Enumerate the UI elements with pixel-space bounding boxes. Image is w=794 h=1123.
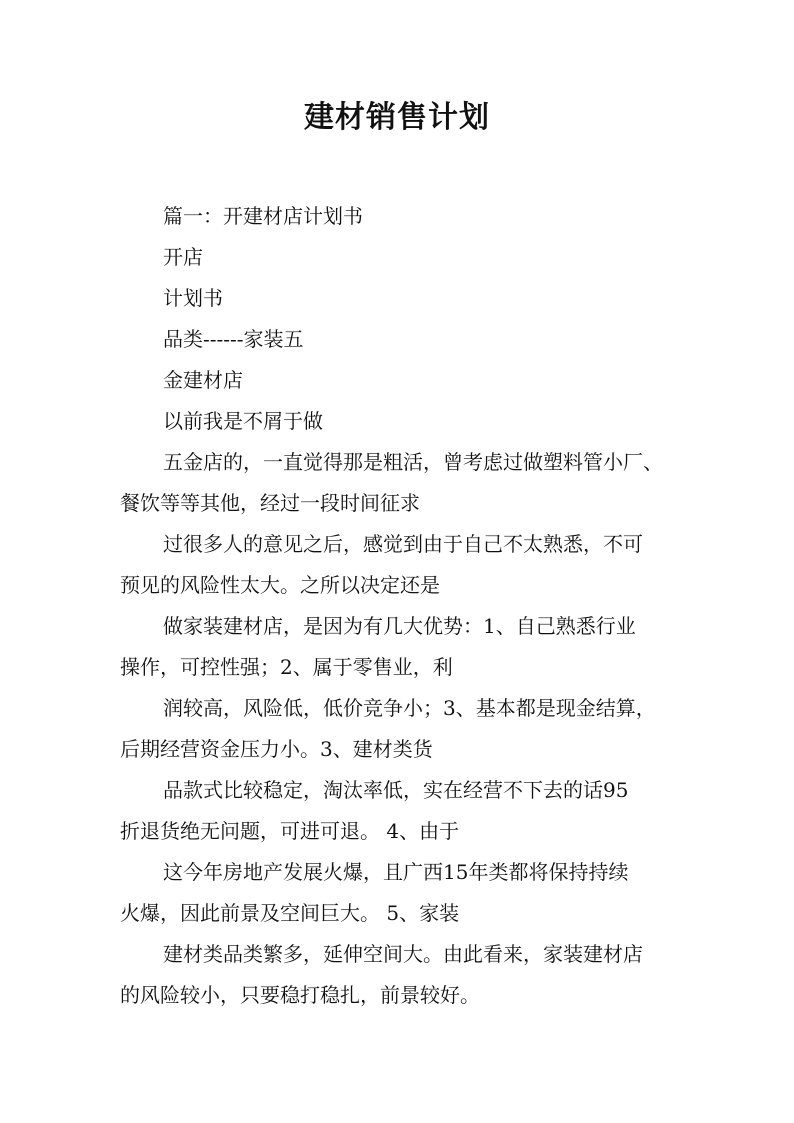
paragraph-1 [120, 196, 690, 237]
paragraph-line: 计划书 [163, 286, 223, 310]
paragraph-4 [120, 319, 690, 360]
paragraph-12 [120, 852, 690, 934]
paragraph-line: 做家装建材店，是因为有几大优势：1、自己熟悉行业 [163, 614, 636, 638]
paragraph-6 [120, 401, 690, 442]
paragraph-line: 这今年房地产发展火爆，且广西15年类都将保持持续 [163, 860, 629, 884]
paragraph-line: 后期经营资金压力小。3、建材类货 [120, 737, 433, 761]
paragraph-line: 润较高，风险低，低价竞争小；3、基本都是现金结算， [163, 696, 656, 720]
paragraph-8 [120, 524, 690, 606]
paragraph-7 [120, 442, 690, 524]
paragraph-line: 火爆，因此前景及空间巨大。 5、家装 [120, 901, 460, 925]
document-body [120, 196, 690, 1016]
paragraph-3 [120, 278, 690, 319]
paragraph-line: 金建材店 [163, 368, 243, 392]
paragraph-11 [120, 770, 690, 852]
paragraph-line: 以前我是不屑于做 [163, 409, 323, 433]
paragraph-line: 建材类品类繁多，延伸空间大。由此看来，家装建材店 [163, 942, 643, 966]
paragraph-line: 折退货绝无问题，可进可退。 4、由于 [120, 819, 460, 843]
paragraph-line: 餐饮等等其他，经过一段时间征求 [120, 491, 420, 515]
paragraph-5 [120, 360, 690, 401]
paragraph-line: 的风险较小，只要稳打稳扎，前景较好。 [120, 983, 480, 1007]
paragraph-13 [120, 934, 690, 1016]
paragraph-line: 操作，可控性强；2、属于零售业，利 [120, 655, 453, 679]
paragraph-line: 预见的风险性太大。之所以决定还是 [120, 573, 440, 597]
paragraph-line: 品类------家装五 [163, 327, 304, 351]
paragraph-10 [120, 688, 690, 770]
document-title: 建材销售计划 [304, 100, 490, 135]
paragraph-line: 品款式比较稳定，淘汰率低，实在经营不下去的话95 [163, 778, 629, 802]
paragraph-line: 篇一：开建材店计划书 [163, 204, 363, 228]
paragraph-2 [120, 237, 690, 278]
paragraph-line: 五金店的，一直觉得那是粗活，曾考虑过做塑料管小厂、 [163, 450, 663, 474]
paragraph-line: 过很多人的意见之后，感觉到由于自己不太熟悉，不可 [163, 532, 643, 556]
paragraph-line: 开店 [163, 245, 203, 269]
paragraph-9 [120, 606, 690, 688]
